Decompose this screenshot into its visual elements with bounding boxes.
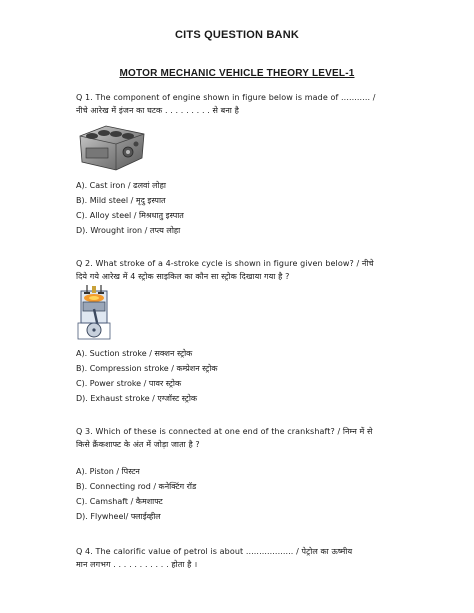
option-c[interactable]: C). Alloy steel / मिश्रधातु इस्पात <box>76 211 184 220</box>
option-d[interactable]: D). Exhaust stroke / एग्जॉस्ट स्ट्रोक <box>76 394 198 403</box>
question-1-line1: Q 1. The component of engine shown in figure below is made of ........... / <box>76 93 376 102</box>
option-b[interactable]: B). Compression stroke / कम्प्रेशन स्ट्रोक <box>76 364 218 373</box>
page-subtitle: MOTOR MECHANIC VEHICLE THEORY LEVEL-1 <box>119 68 355 79</box>
question-1-text <box>76 91 406 117</box>
option-b[interactable]: B). Connecting rod / कनेक्टिंग रॉड <box>76 482 197 491</box>
question-4-line1: Q 4. The calorific value of petrol is about .................. / पेट्रोल का ऊष्मीय <box>76 547 353 556</box>
option-c[interactable]: C). Camshaft / कैमशाफ्ट <box>76 497 163 506</box>
question-3-line2: किसे क्रैंकशाफ्ट के अंत में जोड़ा जाता है ? <box>76 440 200 449</box>
question-3-line1: Q 3. Which of these is connected at one end of the crankshaft? / निम्न में से <box>76 427 373 436</box>
question-3-options <box>76 465 196 523</box>
option-b[interactable]: B). Mild steel / मृदु इस्पात <box>76 196 166 205</box>
option-a[interactable]: A). Suction stroke / सक्शन स्ट्रोक <box>76 349 193 358</box>
option-d[interactable]: D). Wrought iron / तप्त्य लोहा <box>76 226 181 235</box>
option-a[interactable]: A). Cast iron / ढलवां लोहा <box>76 181 166 190</box>
question-1-line2: नीचे आरेख में इंजन का घटक . . . . . . . . . से बना है <box>76 106 239 115</box>
question-1-options <box>76 179 184 237</box>
question-2-text <box>76 257 406 283</box>
option-d[interactable]: D). Flywheel/ फ्लाईव्हील <box>76 512 161 521</box>
question-4-line2: मान लगभग . . . . . . . . . . . होता है । <box>76 560 198 569</box>
question-4-text <box>76 545 406 571</box>
engine-stroke-diagram-icon <box>76 285 112 341</box>
page-title: CITS QUESTION BANK <box>175 29 299 41</box>
question-2-line2: दिये गये आरेख में 4 स्ट्रोक साइकिल का कौन सा स्ट्रोक दिखाया गया है ? <box>76 272 290 281</box>
question-2-line1: Q 2. What stroke of a 4-stroke cycle is shown in figure given below? / नीचे <box>76 259 374 268</box>
option-c[interactable]: C). Power stroke / पावर स्ट्रोक <box>76 379 182 388</box>
question-3-text <box>76 425 406 451</box>
engine-block-icon <box>76 122 148 174</box>
question-2-options <box>76 347 218 405</box>
option-a[interactable]: A). Piston / पिस्टन <box>76 467 140 476</box>
